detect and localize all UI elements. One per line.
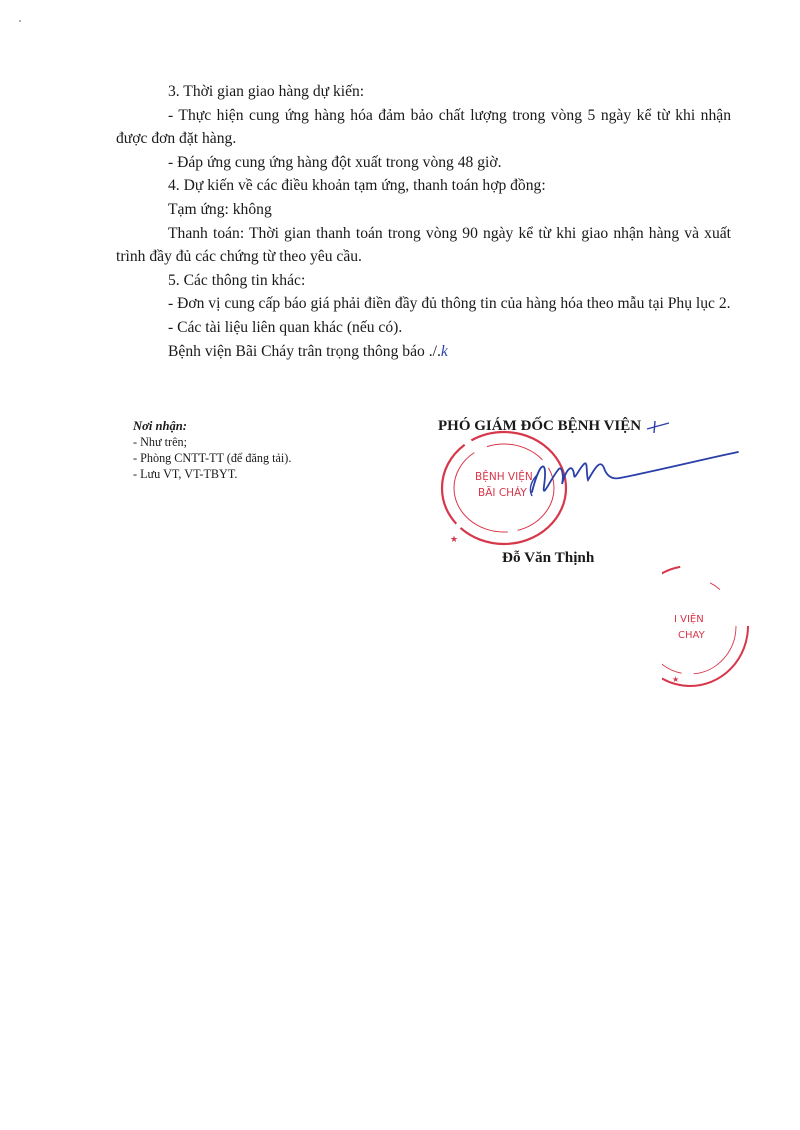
recipient-item: - Lưu VT, VT-TBYT. bbox=[133, 467, 238, 481]
recipients-heading: Nơi nhận: bbox=[133, 419, 188, 433]
recipients-list bbox=[133, 434, 291, 482]
section-3-heading: 3. Thời gian giao hàng dự kiến: bbox=[168, 83, 365, 100]
signatory-name: Đỗ Văn Thịnh bbox=[502, 549, 595, 566]
handwritten-signature bbox=[470, 440, 740, 520]
other-info-item-1: - Đơn vị cung cấp báo giá phải điền đầy đủ thông tin của hàng hóa theo mẫu tại Phụ lục 2. bbox=[168, 295, 731, 313]
recipients-block bbox=[133, 418, 291, 482]
recipient-item: - Như trên; bbox=[133, 435, 187, 449]
stamp-line-2: BÃI CHÁY bbox=[478, 487, 527, 499]
other-info-item-2: - Các tài liệu liên quan khác (nếu có). bbox=[168, 318, 403, 336]
edge-seal-line-2: CHAY bbox=[678, 630, 705, 641]
payment-terms: Thanh toán: Thời gian thanh toán trong vòng 90 ngày kể từ khi giao nhận hàng và xuất trình đầy đủ các chứng từ theo yêu cầu. bbox=[116, 224, 731, 266]
section-4-heading: 4. Dự kiến về các điều khoản tạm ứng, thanh toán hợp đồng: bbox=[168, 177, 546, 195]
edge-seal-line-1: I VIỆN bbox=[674, 614, 704, 625]
delivery-item-1: - Thực hiện cung ứng hàng hóa đảm bảo chất lượng trong vòng 5 ngày kể từ khi nhận được đơn đặt hàng. bbox=[116, 106, 731, 148]
scan-speck bbox=[19, 20, 21, 22]
signatory-title-text: PHÓ GIÁM ĐỐC BỆNH VIỆN bbox=[438, 418, 642, 434]
stamp-star: ★ bbox=[450, 535, 459, 545]
recipient-item: - Phòng CNTT-TT (để đăng tải). bbox=[133, 451, 292, 465]
section-5-heading: 5. Các thông tin khác: bbox=[168, 271, 306, 289]
initial-check-icon bbox=[645, 419, 671, 435]
document-body bbox=[116, 80, 731, 363]
closing-line bbox=[116, 340, 731, 364]
edge-seal-star: ★ bbox=[672, 675, 680, 684]
stamp-line-1: BỆNH VIỆN bbox=[475, 471, 533, 483]
advance-payment: Tạm ứng: không bbox=[168, 200, 272, 218]
edge-seal-stamp bbox=[662, 562, 752, 690]
delivery-item-2: - Đáp ứng cung ứng hàng đột xuất trong vòng 48 giờ. bbox=[168, 153, 502, 171]
closing-text: Bệnh viện Bãi Cháy trân trọng thông báo ./. bbox=[168, 342, 441, 360]
initial-mark: k bbox=[440, 342, 448, 360]
